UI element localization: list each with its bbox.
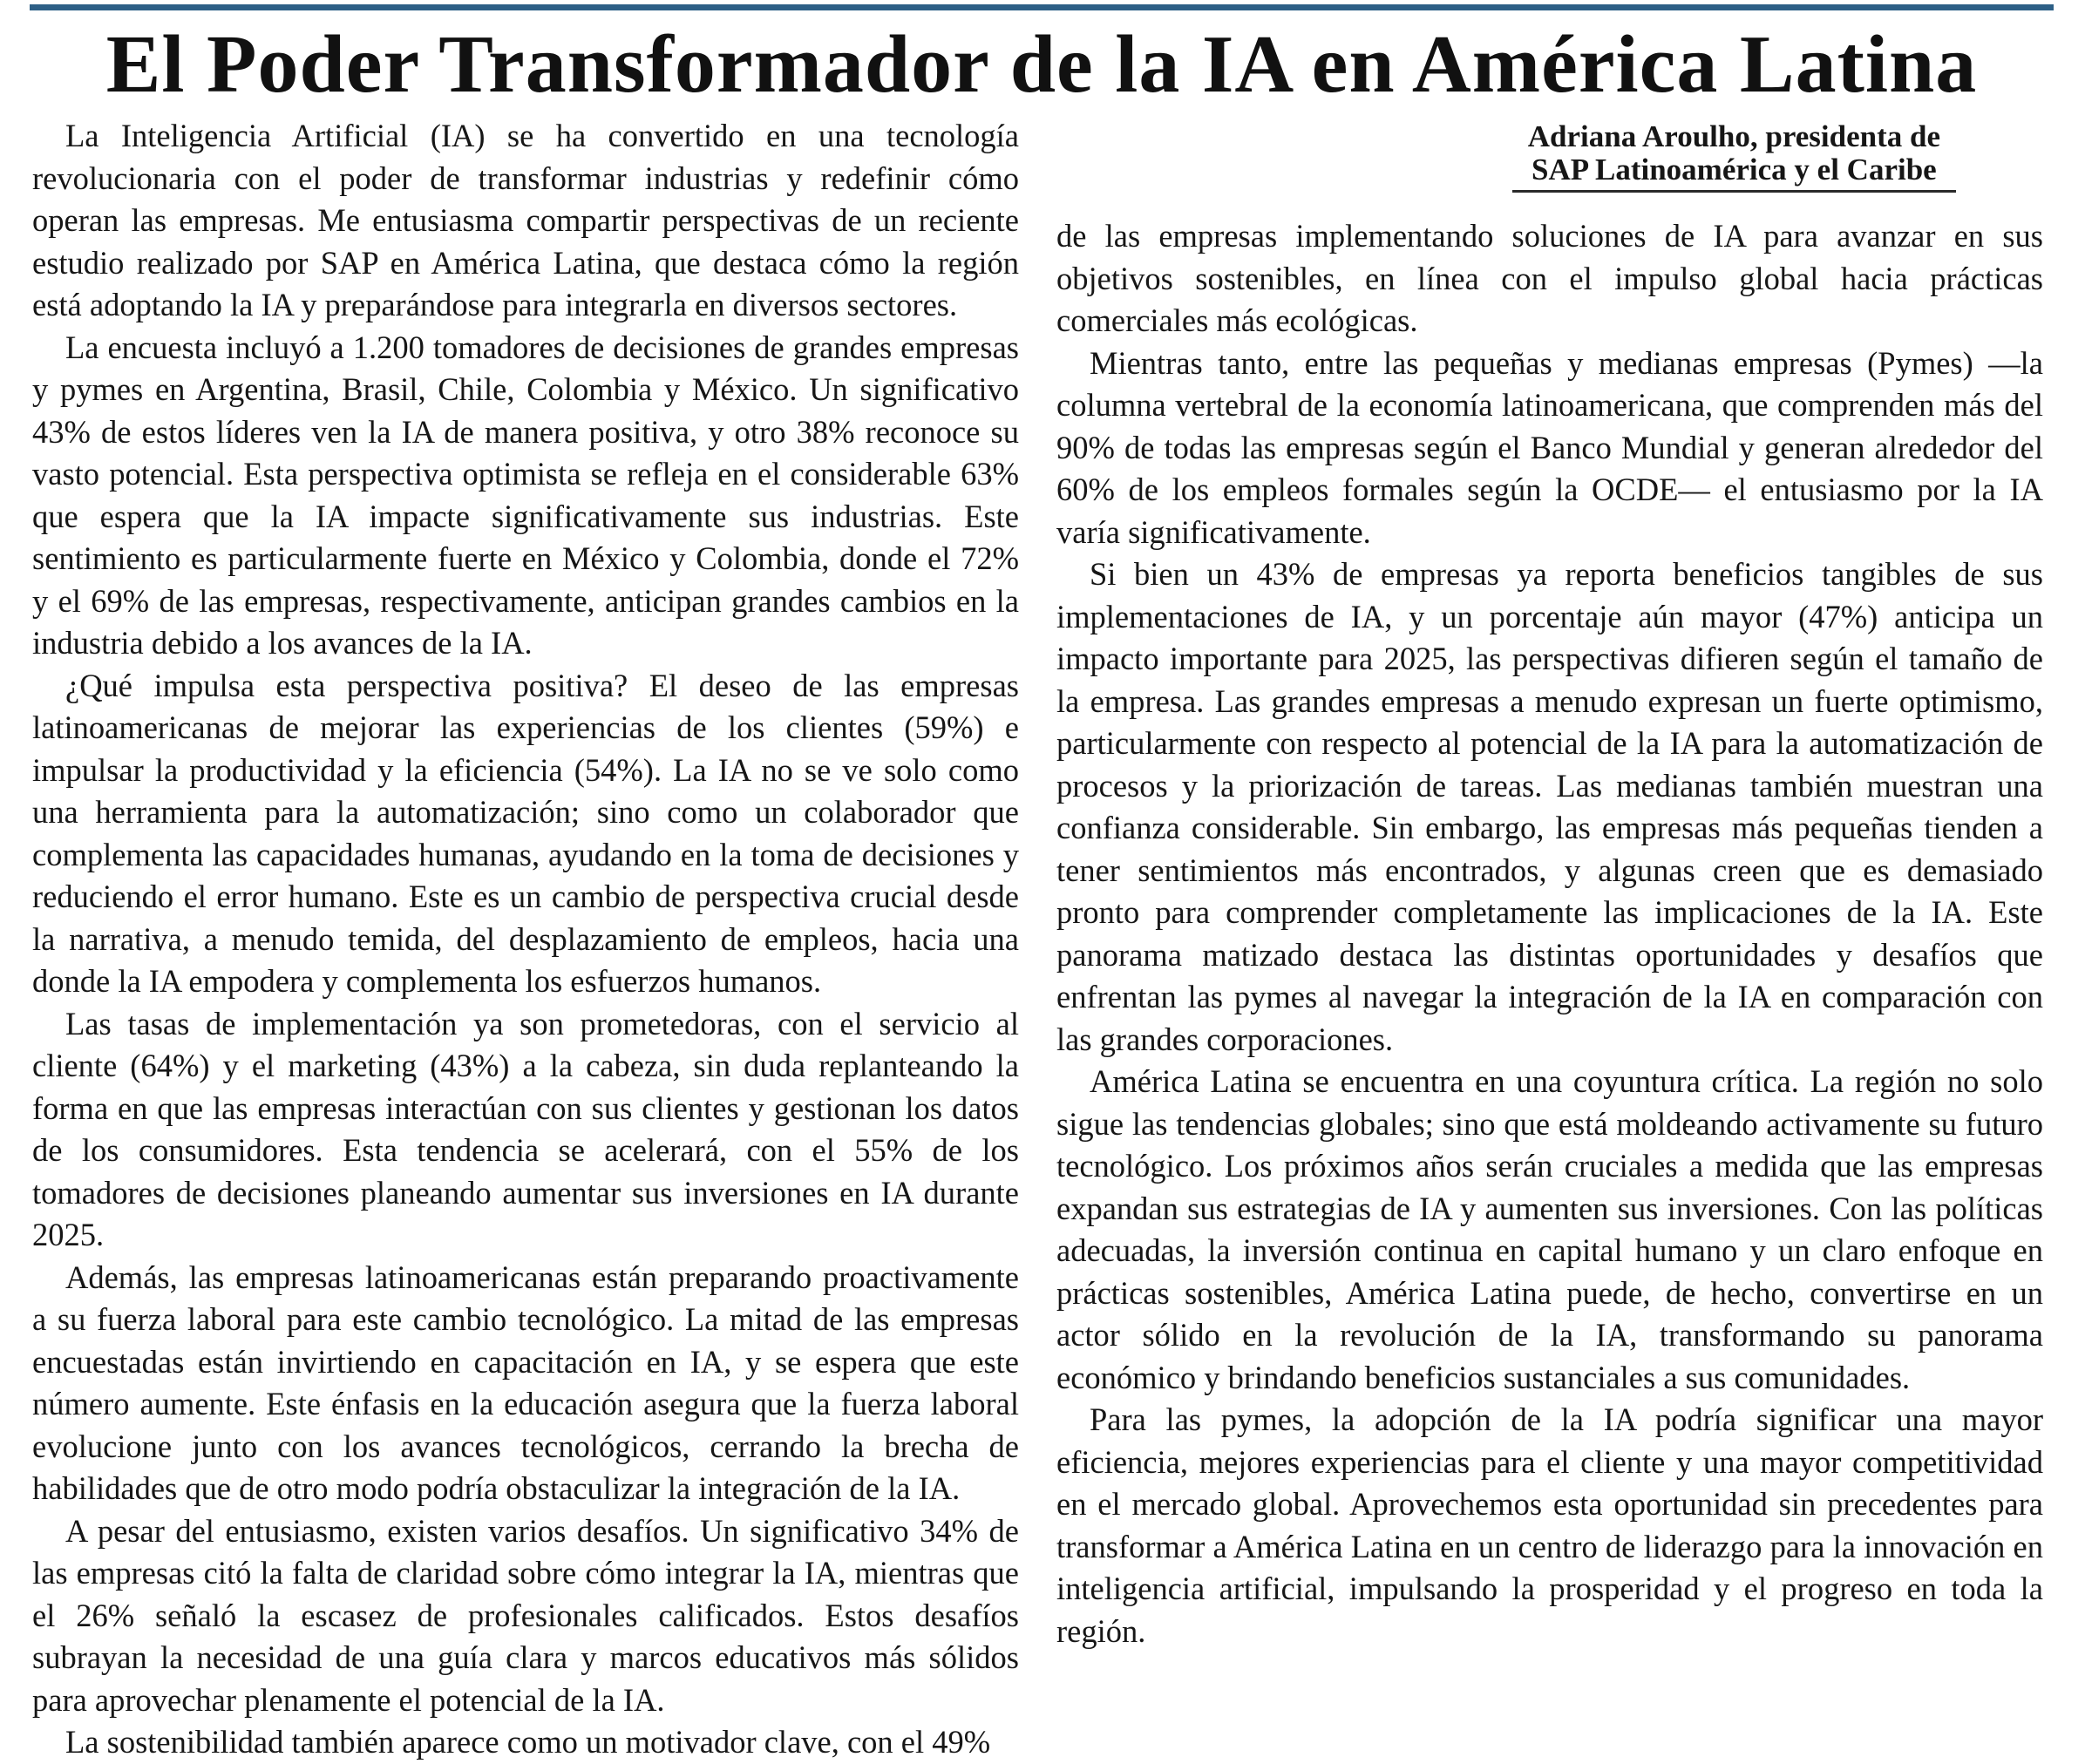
paragraph: La encuesta incluyó a 1.200 tomadores de decisiones de grandes empresas y pymes en Argentina, Brasil, Chile, Colombia y México. Un significativo 43% de estos líderes ven la IA de manera positiva, y otro 38% reconoce su vasto potencial. Esta perspectiva optimista se refleja en el considerable 63% que espera que la IA impacte significativamente sus industrias. Este sentimiento es particularmente fuerte en México y Colombia, donde el 72% y el 69% de las empresas, respectivamente, anticipan grandes cambios en la industria debido a los avances de la IA. xyxy=(32,329,1019,661)
paragraph: A pesar del entusiasmo, existen varios desafíos. Un significativo 34% de las empresas citó la falta de claridad sobre cómo integrar la IA, mientras que el 26% señaló la escasez de profesionales calificados. Estos desafíos subrayan la necesidad de una guía clara y marcos educativos más sólidos para aprovechar plenamente el potencial de la IA. xyxy=(32,1512,1019,1718)
byline xyxy=(1056,120,2043,193)
paragraph: Mientras tanto, entre las pequeñas y medianas empresas (Pymes) —la columna vertebral de la economía latinoamericana, que comprenden más del 90% de todas las empresas según el Banco Mundial y generan alrededor del 60% de los empleos formales según la OCDE— el entusiasmo por la IA varía significativamente. xyxy=(1056,344,2043,550)
right-column xyxy=(1056,115,2043,1652)
paragraph: de las empresas implementando soluciones de IA para avanzar en sus objetivos sostenibles, en línea con el impulso global hacia prácticas comerciales más ecológicas. xyxy=(1056,218,2043,338)
paragraph: América Latina se encuentra en una coyuntura crítica. La región no solo sigue las tendencias globales; sino que está moldeando activamente su futuro tecnológico. Los próximos años serán cruciales a medida que las empresas expandan sus estrategias de IA y aumenten sus inversiones. Con las políticas adecuadas, la inversión continua en capital humano y un claro enfoque en prácticas sostenibles, América Latina puede, de hecho, convertirse en un actor sólido en la revolución de la IA, transformando su panorama económico y brindando beneficios sustanciales a sus comunidades. xyxy=(1056,1063,2043,1395)
paragraph: Si bien un 43% de empresas ya reporta beneficios tangibles de sus implementaciones de IA, y un porcentaje aún mayor (47%) anticipa un impacto importante para 2025, las perspectivas difieren según el tamaño de la empresa. Las grandes empresas a menudo expresan un fuerte optimismo, particularmente con respecto al potencial de la IA para la automatización de procesos y la priorización de tareas. Las medianas también muestran una confianza considerable. Sin embargo, las empresas más pequeñas tienden a tener sentimientos más encontrados, y algunas creen que es demasiado pronto para comprender completamente las implicaciones de la IA. Este panorama matizado destaca las distintas oportunidades y desafíos que enfrentan las pymes al navegar la integración de la IA en comparación con las grandes corporaciones. xyxy=(1056,556,2043,1057)
headline: El Poder Transformador de la IA en América Latina xyxy=(105,19,1978,110)
top-rule xyxy=(30,4,2054,10)
byline-author: Adriana Aroulho, presidenta de xyxy=(1527,119,1940,153)
paragraph: ¿Qué impulsa esta perspectiva positiva? El deseo de las empresas latinoamericanas de mejorar las experiencias de los clientes (59%) e impulsar la productividad y la eficiencia (54%). La IA no se ve solo como una herramienta para la automatización; sino como un colaborador que complementa las capacidades humanas, ayudando en la toma de decisiones y reduciendo el error humano. Este es un cambio de perspectiva crucial desde la narrativa, a menudo temida, del desplazamiento de empleos, hacia una donde la IA empodera y complementa los esfuerzos humanos. xyxy=(32,667,1019,999)
paragraph: La Inteligencia Artificial (IA) se ha convertido en una tecnología revolucionaria con el poder de transformar industrias y redefinir cómo operan las empresas. Me entusiasma compartir perspectivas de un reciente estudio realizado por SAP en América Latina, que destaca cómo la región está adoptando la IA y preparándose para integrarla en diversos sectores. xyxy=(32,118,1019,322)
paragraph: Para las pymes, la adopción de la IA podría significar una mayor eficiencia, mejores experiencias para el cliente y una mayor competitividad en el mercado global. Aprovechemos esta oportunidad sin precedentes para transformar a América Latina en un centro de liderazgo para la innovación en inteligencia artificial, impulsando la prosperidad y el progreso en toda la región. xyxy=(1056,1401,2043,1649)
paragraph: Las tasas de implementación ya son prometedoras, con el servicio al cliente (64%) y el marketing (43%) a la cabeza, sin duda replanteando la forma en que las empresas interactúan con sus clientes y gestionan los datos de los consumidores. Esta tendencia se acelerará, con el 55% de los tomadores de decisiones planeando aumentar sus inversiones en IA durante 2025. xyxy=(32,1005,1019,1252)
paragraph: Además, las empresas latinoamericanas están preparando proactivamente a su fuerza laboral para este cambio tecnológico. La mitad de las empresas encuestadas están invirtiendo en capacitación en IA, y se espera que este número aumente. Este énfasis en la educación asegura que la fuerza laboral evolucione junto con los avances tecnológicos, cerrando la brecha de habilidades que de otro modo podría obstaculizar la integración de la IA. xyxy=(32,1259,1019,1506)
paragraph: La sostenibilidad también aparece como un motivador clave, con el 49% xyxy=(65,1724,991,1760)
byline-affiliation: SAP Latinoamérica y el Caribe xyxy=(1531,153,1937,187)
byline-block xyxy=(1512,120,1956,193)
left-column xyxy=(32,115,1019,1764)
